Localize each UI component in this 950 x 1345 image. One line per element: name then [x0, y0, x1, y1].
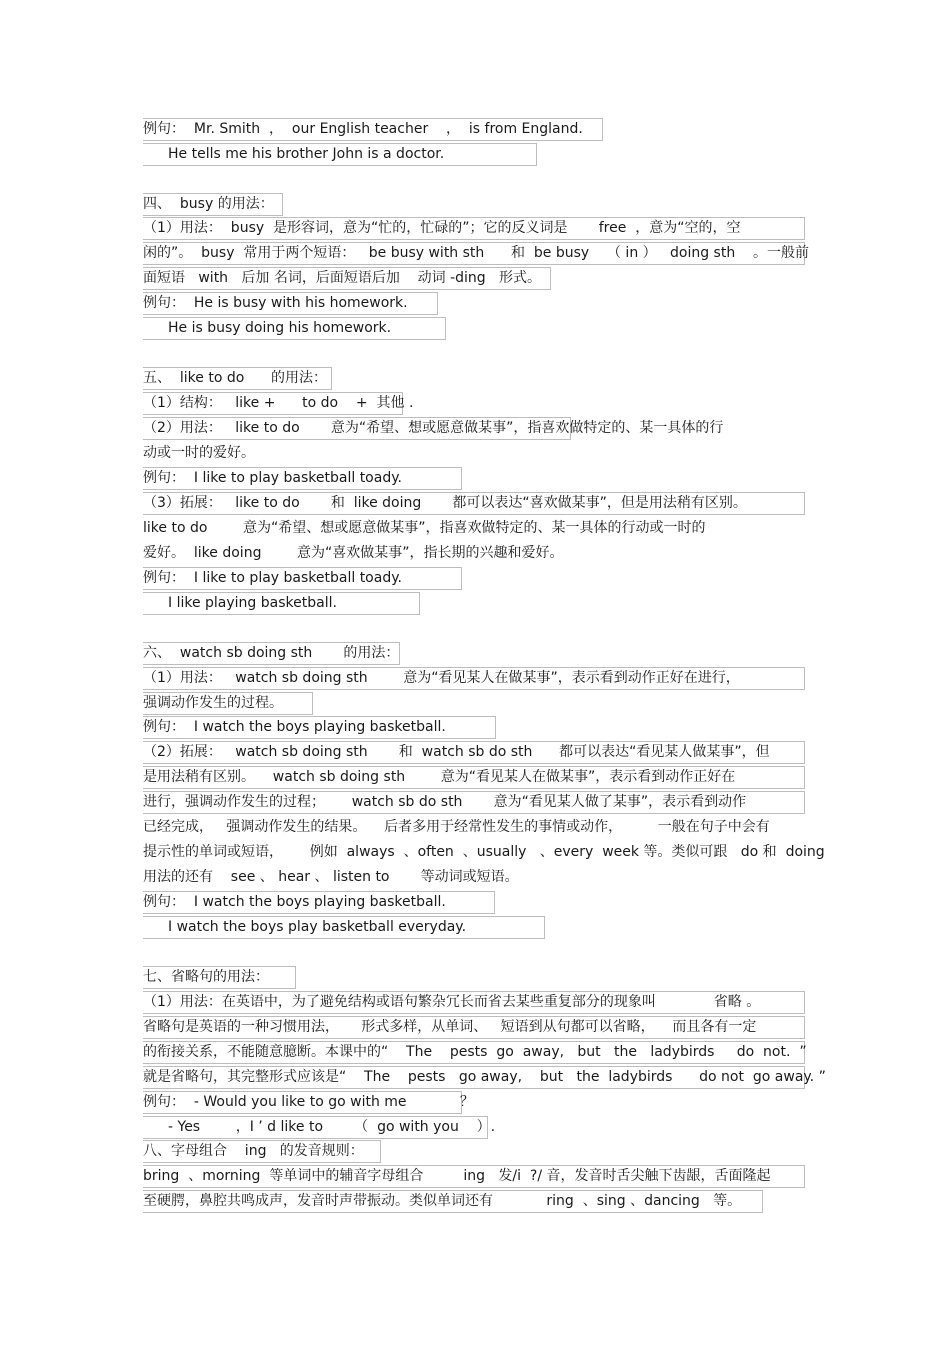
example-line: 例句： He is busy with his homework. [143, 295, 408, 311]
example-line: He is busy doing his homework. [168, 320, 392, 336]
example-line: - Yes ，I ’ d like to （ go with you ）. [168, 1119, 496, 1135]
paragraph-line: （1）用法：在英语中，为了避免结构或语句繁杂冗长而省去某些重复部分的现象叫 省略 。 [143, 994, 761, 1010]
paragraph-line: 强调动作发生的过程。 [143, 695, 283, 711]
section-heading-5: 五、 like to do 的用法： [143, 370, 328, 386]
example-line: 例句： I like to play basketball toady. [143, 570, 402, 586]
example-line: 例句： I watch the boys playing basketball. [143, 894, 446, 910]
paragraph-line: 动或一时的爱好。 [143, 445, 255, 461]
paragraph-line: （1）用法： busy 是形容词，意为“忙的，忙碌的”；它的反义词是 free ，意为“空的，空 [143, 220, 741, 236]
paragraph-line: 提示性的单词或短语， 例如 always 、often 、usually 、every week 等。类似可跟 do 和 doing [143, 844, 825, 860]
example-line: 例句： Mr. Smith ， our English teacher ， is from England. [143, 121, 583, 137]
example-line: He tells me his brother John is a doctor. [168, 146, 445, 162]
paragraph-line: 的衔接关系，不能随意臆断。本课中的“ The pests go away, but the ladybirds do not. ” [143, 1044, 807, 1060]
paragraph-line: 就是省略句，其完整形式应该是“ The pests go away, but the ladybirds do not go away. ” [143, 1069, 826, 1085]
paragraph-line: 省略句是英语的一种习惯用法， 形式多样，从单词、 短语到从句都可以省略， 而且各有一定 [143, 1019, 757, 1035]
paragraph-line: like to do 意为“希望、想或愿意做某事”，指喜欢做特定的、某一具体的行动或一时的 [143, 520, 706, 536]
paragraph-line: （3）拓展： like to do 和 like doing 都可以表达“喜欢做某事”，但是用法稍有区别。 [143, 495, 747, 511]
paragraph-line: （2）用法： like to do 意为“希望、想或愿意做某事”，指喜欢做特定的、某一具体的行 [143, 420, 724, 436]
paragraph-line: （1）用法： watch sb doing sth 意为“看见某人在做某事”，表示看到动作正好在进行， [143, 670, 740, 686]
paragraph-line: 面短语 with 后加 名词，后面短语后加 动词 -ding 形式。 [143, 270, 542, 286]
paragraph-line: （2）拓展： watch sb doing sth 和 watch sb do sth 都可以表达“看见某人做某事”，但 [143, 744, 770, 760]
example-line: I watch the boys play basketball everyday. [168, 919, 467, 935]
paragraph-line: 已经完成， 强调动作发生的结果。 后者多用于经常性发生的事情或动作， 一般在句子中会有 [143, 819, 770, 835]
example-line: 例句： I watch the boys playing basketball. [143, 719, 446, 735]
paragraph-line: 至硬腭，鼻腔共鸣成声，发音时声带振动。类似单词还有 ring 、sing 、dancing 等。 [143, 1193, 742, 1209]
section-heading-6: 六、 watch sb doing sth 的用法： [143, 645, 400, 661]
example-line: 例句： - Would you like to go with me ？ [143, 1094, 474, 1110]
section-heading-8: 八、字母组合 ing 的发音规则： [143, 1143, 364, 1159]
paragraph-line: （1）结构： like + to do + 其他 . [143, 395, 414, 411]
section-heading-4: 四、 busy 的用法： [143, 196, 274, 212]
paragraph-line: 用法的还有 see 、 hear 、 listen to 等动词或短语。 [143, 869, 519, 885]
example-line: 例句： I like to play basketball toady. [143, 470, 402, 486]
paragraph-line: bring 、morning 等单词中的辅音字母组合 ing 发/i ?/ 音，发音时舌尖触下齿龈，舌面隆起 [143, 1168, 771, 1184]
example-line: I like playing basketball. [168, 595, 337, 611]
paragraph-line: 是用法稍有区别。 watch sb doing sth 意为“看见某人在做某事”，表示看到动作正好在 [143, 769, 736, 785]
paragraph-line: 爱好。 like doing 意为“喜欢做某事”，指长期的兴趣和爱好。 [143, 545, 564, 561]
section-heading-7: 七、省略句的用法： [143, 969, 269, 985]
paragraph-line: 进行，强调动作发生的过程； watch sb do sth 意为“看见某人做了某事”，表示看到动作 [143, 794, 747, 810]
paragraph-line: 闲的”。 busy 常用于两个短语： be busy with sth 和 be busy （ in ） doing sth 。一般前 [143, 245, 810, 261]
